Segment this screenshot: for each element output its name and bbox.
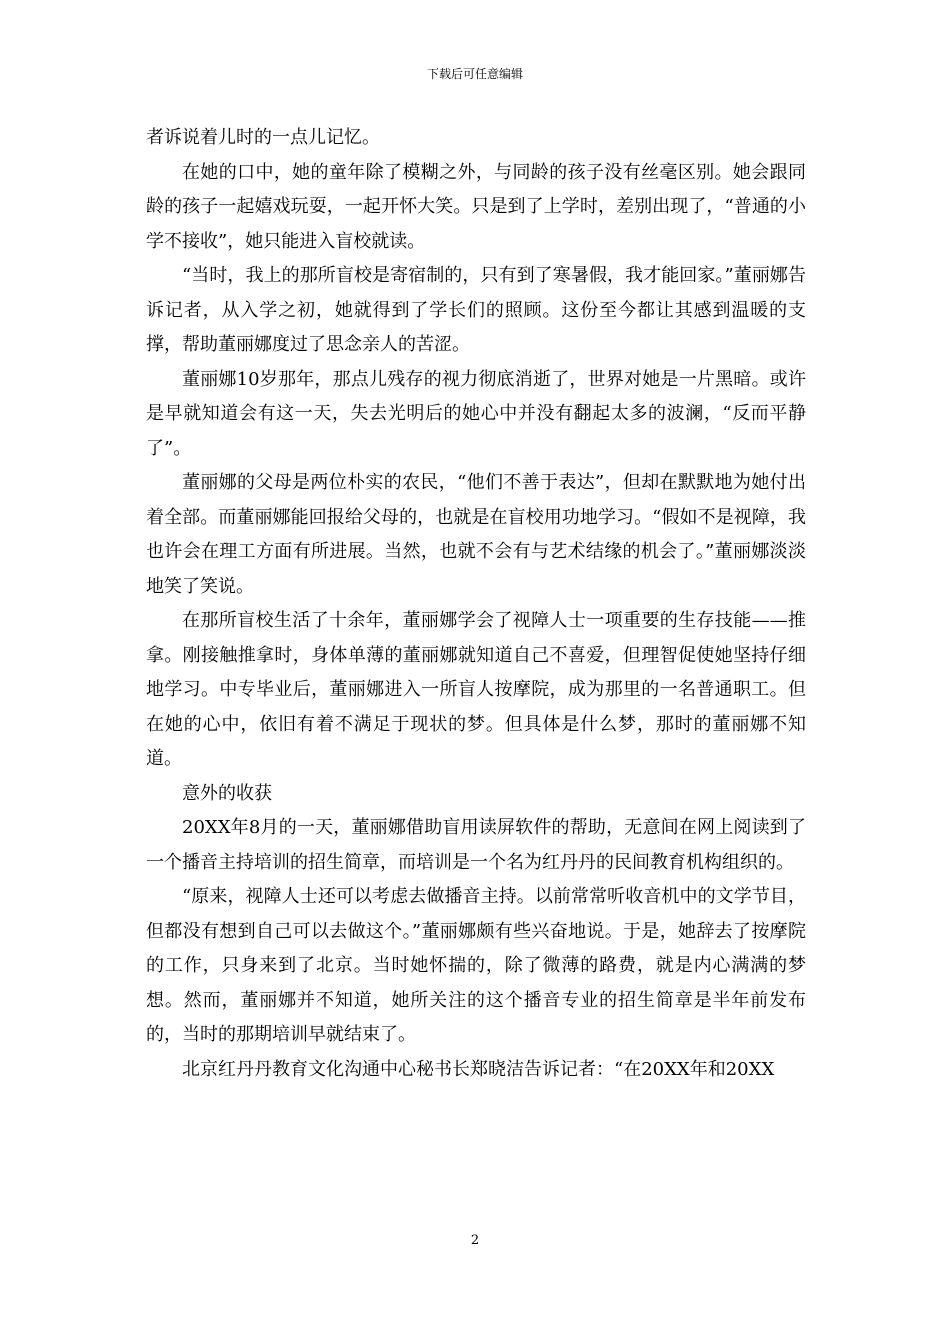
paragraph: “当时，我上的那所盲校是寄宿制的，只有到了寒暑假，我才能回家。”董丽娜告诉记者，从入学之初，她就得到了学长们的照顾。这份至今都让其感到温暖的支撑，帮助董丽娜度过了思念亲人的苦涩。: [146, 265, 806, 355]
section-heading: 意外的收获: [182, 782, 272, 804]
paragraph: “原来，视障人士还可以考虑去做播音主持。以前常常听收音机中的文学节目，但都没有想到自己可以去做这个。”董丽娜颇有些兴奋地说。于是，她辞去了按摩院的工作，只身来到了北京。当时她怀揣的，除了微薄的路费，就是内心满满的梦想。然而，董丽娜并不知道，她所关注的这个播音专业的招生简章是半年前发布的，当时的那期培训早就结束了。: [146, 886, 806, 1045]
paragraph: 20XX年8月的一天，董丽娜借助盲用读屏软件的帮助，无意间在网上阅读到了一个播音主持培训的招生简章，而培训是一个名为红丹丹的民间教育机构组织的。: [146, 817, 806, 873]
paragraph: 董丽娜10岁那年，那点儿残存的视力彻底消逝了，世界对她是一片黑暗。或许是早就知道会有这一天，失去光明后的她心中并没有翻起太多的波澜，“反而平静了”。: [146, 368, 806, 459]
paragraph: 董丽娜的父母是两位朴实的农民，“他们不善于表达”，但却在默默地为她付出着全部。而董丽娜能回报给父母的，也就是在盲校用功地学习。“假如不是视障，我也许会在理工方面有所进展。当然，也就不会有与艺术结缘的机会了。”董丽娜淡淡地笑了笑说。: [146, 472, 806, 597]
document-body: [146, 121, 806, 1087]
page-number: 2: [470, 1233, 480, 1248]
paragraph: 在那所盲校生活了十余年，董丽娜学会了视障人士一项重要的生存技能——推拿。刚接触推拿时，身体单薄的董丽娜就知道自己不喜爱，但理智促使她坚持仔细地学习。中专毕业后，董丽娜进入一所盲人按摩院，成为那里的一名普通职工。但在她的心中，依旧有着不满足于现状的梦。但具体是什么梦，那时的董丽娜不知道。: [146, 610, 806, 769]
paragraph: 在她的口中，她的童年除了模糊之外，与同龄的孩子没有丝毫区别。她会跟同龄的孩子一起嬉戏玩耍，一起开怀大笑。只是到了上学时，差别出现了，“普通的小学不接收”，她只能进入盲校就读。: [146, 161, 806, 252]
paragraph: 北京红丹丹教育文化沟通中心秘书长郑晓洁告诉记者：“在20XX年和20XX: [182, 1058, 775, 1080]
paragraph-continuation: 者诉说着儿时的一点儿记忆。: [146, 127, 380, 148]
page-header: 下载后可任意编辑: [426, 67, 523, 81]
